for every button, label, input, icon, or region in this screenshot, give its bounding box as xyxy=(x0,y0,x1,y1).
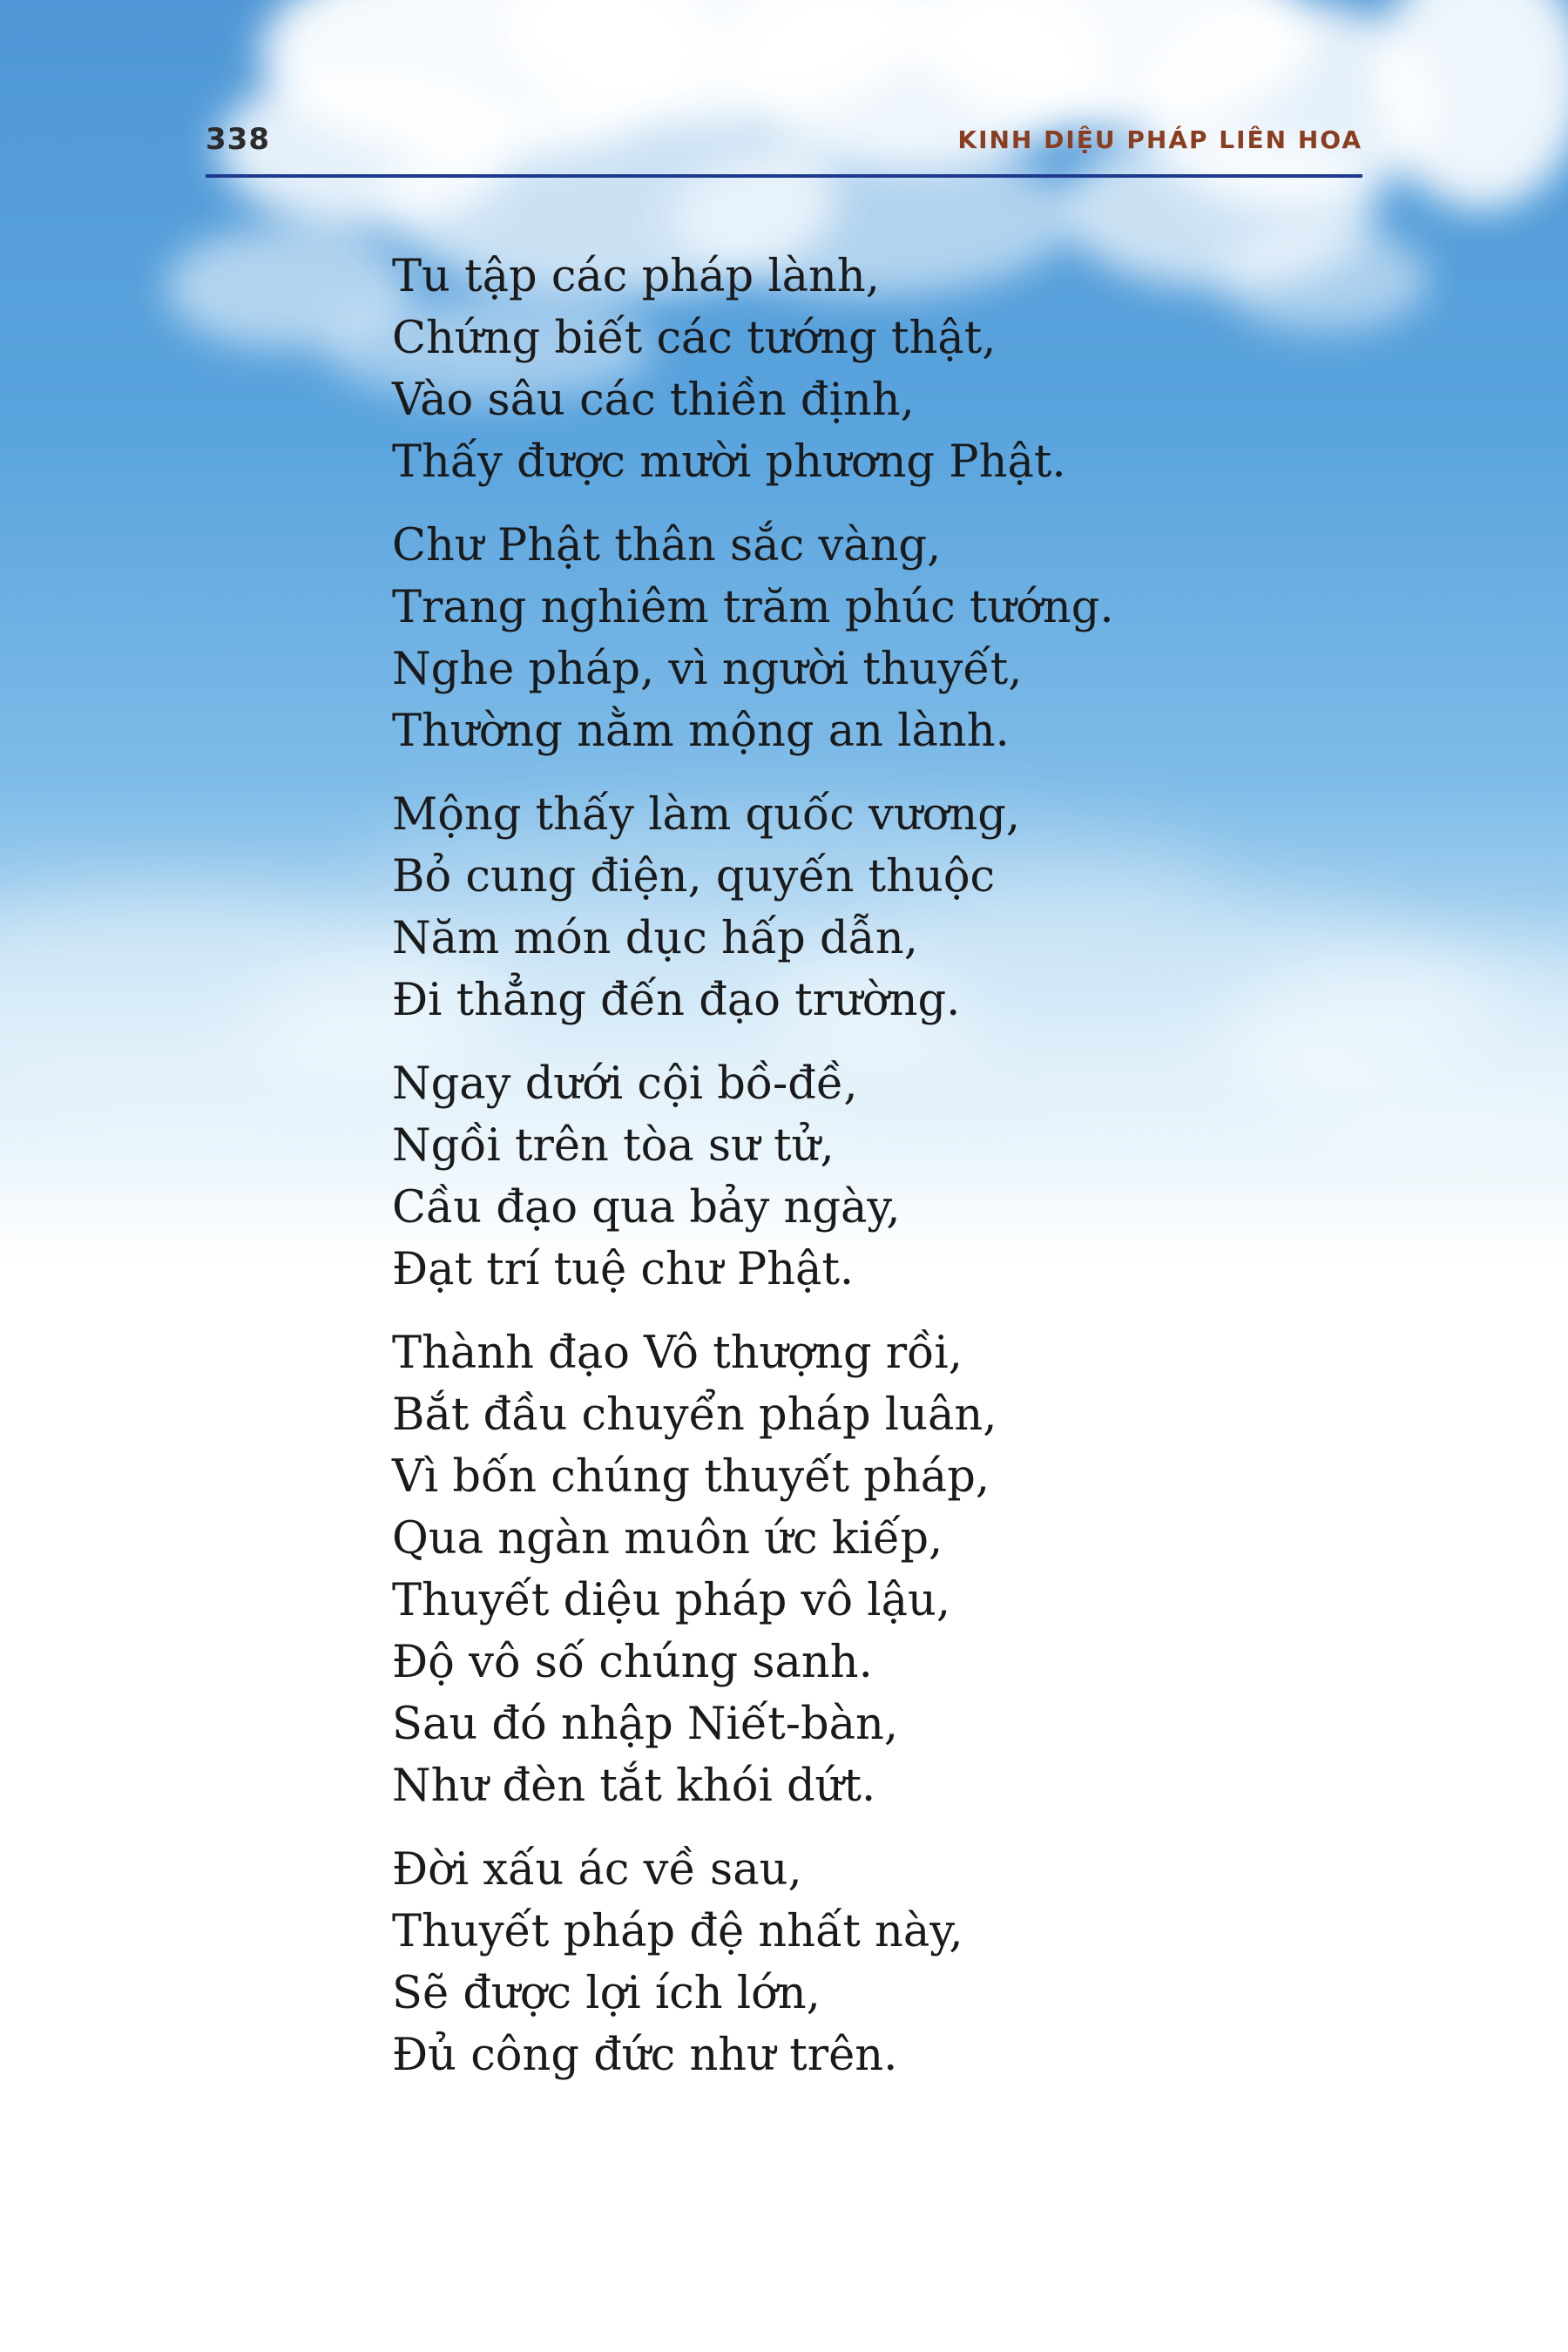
verse-line: Tu tập các pháp lành, xyxy=(392,251,880,302)
header-divider xyxy=(206,174,1362,178)
stanza xyxy=(392,246,1263,493)
verse-line: Thuyết pháp đệ nhất này, xyxy=(392,1906,963,1957)
stanza xyxy=(392,1322,1263,1817)
verse-line: Ngay dưới cội bồ-đề, xyxy=(392,1058,858,1110)
verse-line: Thấy được mười phương Phật. xyxy=(392,436,1066,488)
verse-line: Đạt trí tuệ chư Phật. xyxy=(392,1244,855,1295)
verse-line: Vào sâu các thiền định, xyxy=(392,375,915,426)
verse-line: Mộng thấy làm quốc vương, xyxy=(392,789,1021,841)
verse-line: Năm món dục hấp dẫn, xyxy=(392,913,918,964)
verse-line: Qua ngàn muôn ức kiếp, xyxy=(392,1513,943,1565)
stanza xyxy=(392,784,1263,1031)
page-header xyxy=(206,122,1362,172)
verse-line: Vì bốn chúng thuyết pháp, xyxy=(392,1451,990,1503)
page-number: 338 xyxy=(206,122,270,157)
verse-line: Chứng biết các tướng thật, xyxy=(392,313,997,364)
verse-line: Trang nghiêm trăm phúc tướng. xyxy=(392,582,1114,633)
verse-line: Độ vô số chúng sanh. xyxy=(392,1637,873,1688)
verse-line: Sẽ được lợi ích lớn, xyxy=(392,1968,821,2019)
verse-line: Đi thẳng đến đạo trường. xyxy=(392,975,961,1026)
verse-line: Đời xấu ác về sau, xyxy=(392,1844,802,1896)
stanza xyxy=(392,1053,1263,1301)
stanza xyxy=(392,515,1263,762)
verse-line: Bỏ cung điện, quyến thuộc xyxy=(392,851,996,902)
verse-line: Chư Phật thân sắc vàng, xyxy=(392,520,942,571)
poem-body xyxy=(392,246,1263,2108)
verse-line: Như đèn tắt khói dứt. xyxy=(392,1761,876,1812)
verse-line: Thường nằm mộng an lành. xyxy=(392,706,1010,757)
verse-line: Ngồi trên tòa sư tử, xyxy=(392,1120,835,1172)
verse-line: Sau đó nhập Niết-bàn, xyxy=(392,1699,899,1750)
verse-line: Bắt đầu chuyển pháp luân, xyxy=(392,1389,997,1441)
running-title: KINH DIỆU PHÁP LIÊN HOA xyxy=(957,125,1362,154)
verse-line: Thuyết diệu pháp vô lậu, xyxy=(392,1575,951,1626)
verse-line: Thành đạo Vô thượng rồi, xyxy=(392,1328,963,1379)
stanza xyxy=(392,1839,1263,2086)
verse-line: Cầu đạo qua bảy ngày, xyxy=(392,1182,901,1233)
verse-line: Đủ công đức như trên. xyxy=(392,2030,898,2081)
verse-line: Nghe pháp, vì người thuyết, xyxy=(392,644,1023,695)
